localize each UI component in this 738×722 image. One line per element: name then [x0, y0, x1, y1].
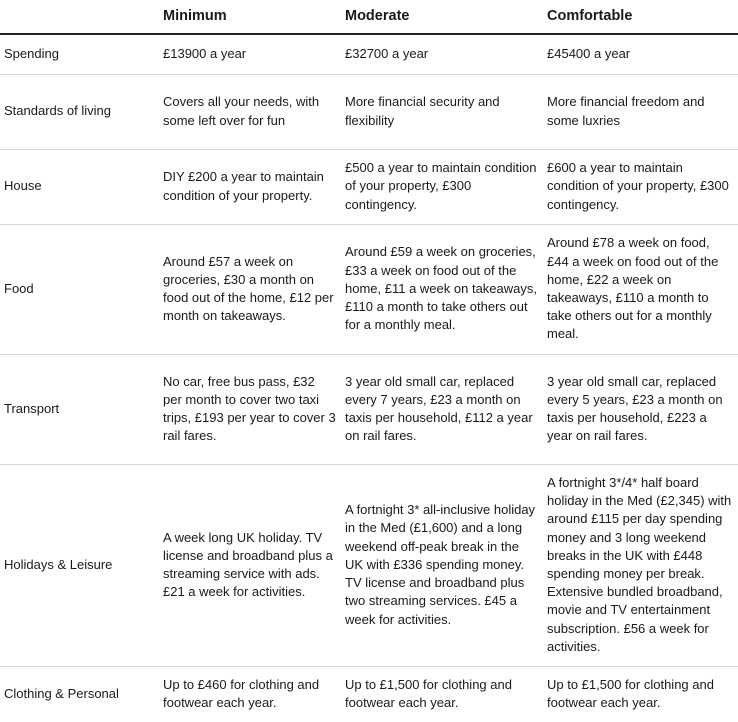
- row-label: Holidays & Leisure: [0, 464, 159, 666]
- cell-comfortable: Around £78 a week on food, £44 a week on food out of the home, £22 a week on takeaways, £110 a month to take others out for a monthly meal.: [543, 224, 738, 354]
- cell-moderate: A fortnight 3* all-inclusive holiday in the Med (£1,600) and a long weekend off-peak break in the UK with £336 spending money. TV license and broadband plus two streaming services. £45 a week for activities.: [341, 464, 543, 666]
- row-label: House: [0, 149, 159, 224]
- cell-comfortable: £600 a year to maintain condition of your property, £300 contingency.: [543, 149, 738, 224]
- header-row: [0, 0, 738, 34]
- cell-minimum: Covers all your needs, with some left over for fun: [159, 74, 341, 149]
- row-label: Transport: [0, 354, 159, 464]
- row-label: Clothing & Personal: [4, 685, 119, 701]
- cell-comfortable: £45400 a year: [543, 34, 738, 74]
- cell-comfortable: A fortnight 3*/4* half board holiday in the Med (£2,345) with around £115 per day spending money and 3 long weekend breaks in the UK with £448 spending money per break. Extensive bundled broadband, movie and TV entertainment subscription. £56 a week for activities.: [543, 464, 738, 666]
- cell-comfortable: More financial freedom and some luxries: [543, 74, 738, 149]
- cell-moderate: Around £59 a week on groceries, £33 a week on food out of the home, £11 a week on takeaways, £110 a month to take others out for a monthly meal.: [341, 224, 543, 354]
- table-row: [0, 34, 738, 74]
- cell-minimum: Around £57 a week on groceries, £30 a month on food out of the home, £12 per month on takeaways.: [159, 224, 341, 354]
- cell-comfortable: Up to £1,500 for clothing and footwear each year.: [547, 676, 714, 710]
- cell-moderate: Up to £1,500 for clothing and footwear each year.: [345, 676, 512, 710]
- header-comfortable: Comfortable: [543, 0, 738, 34]
- cell-comfortable: 3 year old small car, replaced every 5 years, £23 a month on taxis per household, £223 a year on rail fares.: [543, 354, 738, 464]
- table-row: [0, 464, 738, 666]
- table-row: [0, 74, 738, 149]
- row-label: Standards of living: [0, 74, 159, 149]
- table-row: [0, 354, 738, 464]
- row-label: Food: [0, 224, 159, 354]
- header-minimum: Minimum: [159, 0, 341, 34]
- cell-minimum: £13900 a year: [159, 34, 341, 74]
- cell-moderate: More financial security and flexibility: [341, 74, 543, 149]
- cell-minimum: A week long UK holiday. TV license and broadband plus a streaming service with ads. £21 a week for activities.: [159, 464, 341, 666]
- cell-moderate: £32700 a year: [341, 34, 543, 74]
- header-moderate: Moderate: [341, 0, 543, 34]
- cell-moderate: 3 year old small car, replaced every 7 years, £23 a month on taxis per household, £112 a year on rail fares.: [341, 354, 543, 464]
- cell-minimum: No car, free bus pass, £32 per month to cover two taxi trips, £193 per year to cover 3 rail fares.: [159, 354, 341, 464]
- table-row: [0, 149, 738, 224]
- cell-moderate: £500 a year to maintain condition of your property, £300 contingency.: [341, 149, 543, 224]
- cell-minimum: DIY £200 a year to maintain condition of your property.: [159, 149, 341, 224]
- table-row: [0, 224, 738, 354]
- cell-minimum: Up to £460 for clothing and footwear each year.: [163, 676, 320, 710]
- header-corner: [0, 0, 159, 34]
- row-label: Spending: [0, 34, 159, 74]
- table-row: [0, 666, 738, 721]
